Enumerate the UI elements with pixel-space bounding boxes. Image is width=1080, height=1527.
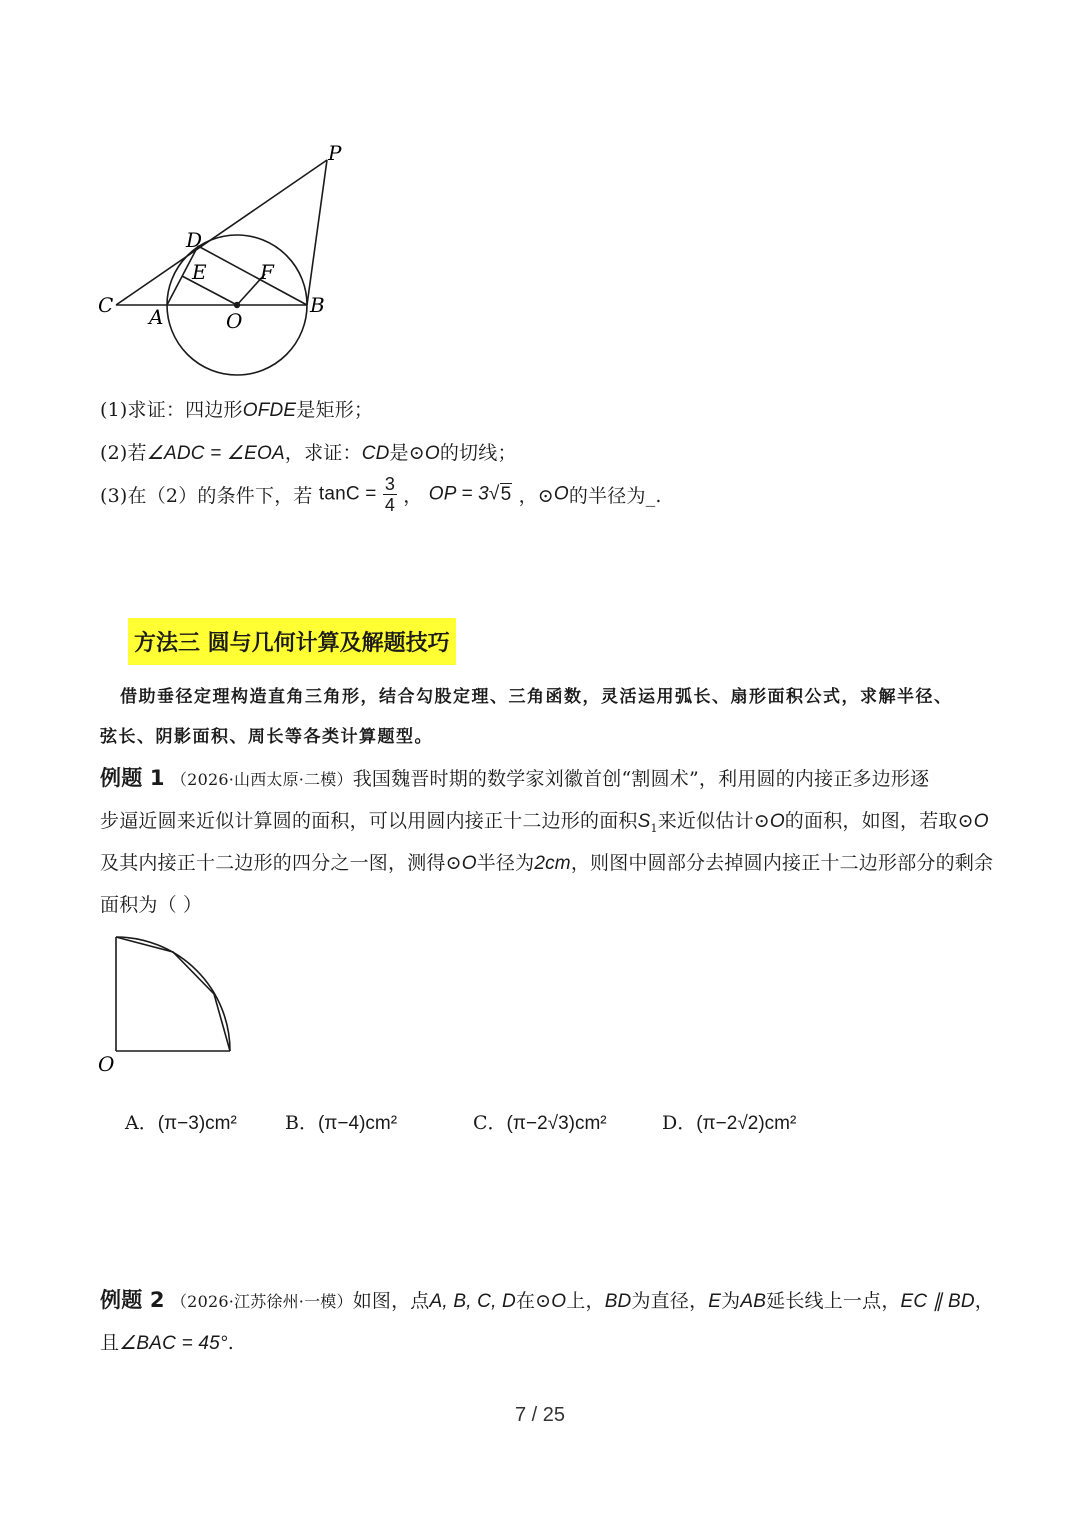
label-o: O	[226, 309, 243, 333]
page-number: 7 / 25	[514, 1404, 566, 1426]
example-1-line-4: 面积为（ ）	[100, 894, 203, 916]
line-cp	[116, 160, 327, 305]
dodecagon-chords	[116, 937, 230, 1051]
label-o-quarter: O	[98, 1052, 115, 1076]
label-p: P	[328, 141, 342, 165]
example-2-line-2: 且∠BAC = 45°.	[100, 1332, 234, 1354]
quarter-circle-figure	[90, 925, 250, 1080]
line-oe	[182, 276, 237, 305]
line-bp	[307, 160, 327, 305]
line-db	[198, 246, 307, 305]
label-b: B	[310, 293, 325, 317]
geometry-figure-circle	[90, 135, 350, 385]
label-a: A	[149, 305, 164, 329]
fraction-3-4: $\frac{3}{4}$	[384, 474, 396, 515]
label-f: F	[260, 260, 274, 284]
question-part-1: (1)求证：四边形OFDE是矩形；	[100, 399, 374, 421]
example-1-title: 例题 1	[100, 766, 165, 790]
label-c: C	[98, 293, 114, 317]
example-1-line-3: 及其内接正十二边形的四分之一图，测得⊙O半径为2cm，则图中圆部分去掉圆内接正十二边形部分的剩余	[100, 852, 994, 874]
question-part-2: (2)若∠ADC = ∠EOA，求证：CD是⊙O的切线；	[100, 442, 517, 464]
choice-b[interactable]: B．(π−4)cm²	[285, 1112, 398, 1134]
label-e: E	[192, 260, 207, 284]
example-2-line-1: 例题 2 （2026·江苏徐州·一模）如图，点A, B, C, D在⊙O上，BD为直径，E为AB延长线上一点，EC ∥ BD，	[100, 1288, 994, 1312]
choice-d[interactable]: D．(π−2√2)cm²	[662, 1112, 797, 1134]
center-point-o	[234, 302, 240, 308]
example-2-title: 例题 2	[100, 1288, 165, 1312]
method-summary-line-2: 弦长、阴影面积、周长等各类计算题型。	[100, 727, 433, 747]
example-1-line-1: 例题 1 （2026·山西太原·二模）我国魏晋时期的数学家刘徽首创“割圆术”，利用圆的内接正多边形逐	[100, 766, 930, 790]
choice-c[interactable]: C．(π−2√3)cm²	[473, 1112, 607, 1134]
choice-a[interactable]: A．(π−3)cm²	[125, 1112, 237, 1134]
question-part-3: (3)在（2）的条件下，若 tanC = $\frac{3}{4}$ ， OP = 3√5 ，⊙O的半径为_.	[100, 474, 662, 515]
method-heading: 方法三 圆与几何计算及解题技巧	[128, 618, 456, 665]
label-d: D	[186, 228, 203, 252]
example-1-line-2: 步逼近圆来近似计算圆的面积，可以用圆内接正十二边形的面积$S_1$来近似估计⊙O的面积，如图，若取⊙O	[100, 810, 989, 835]
method-summary-line-1: 借助垂径定理构造直角三角形，结合勾股定理、三角函数，灵活运用弧长、扇形面积公式，求解半径、	[120, 687, 953, 707]
